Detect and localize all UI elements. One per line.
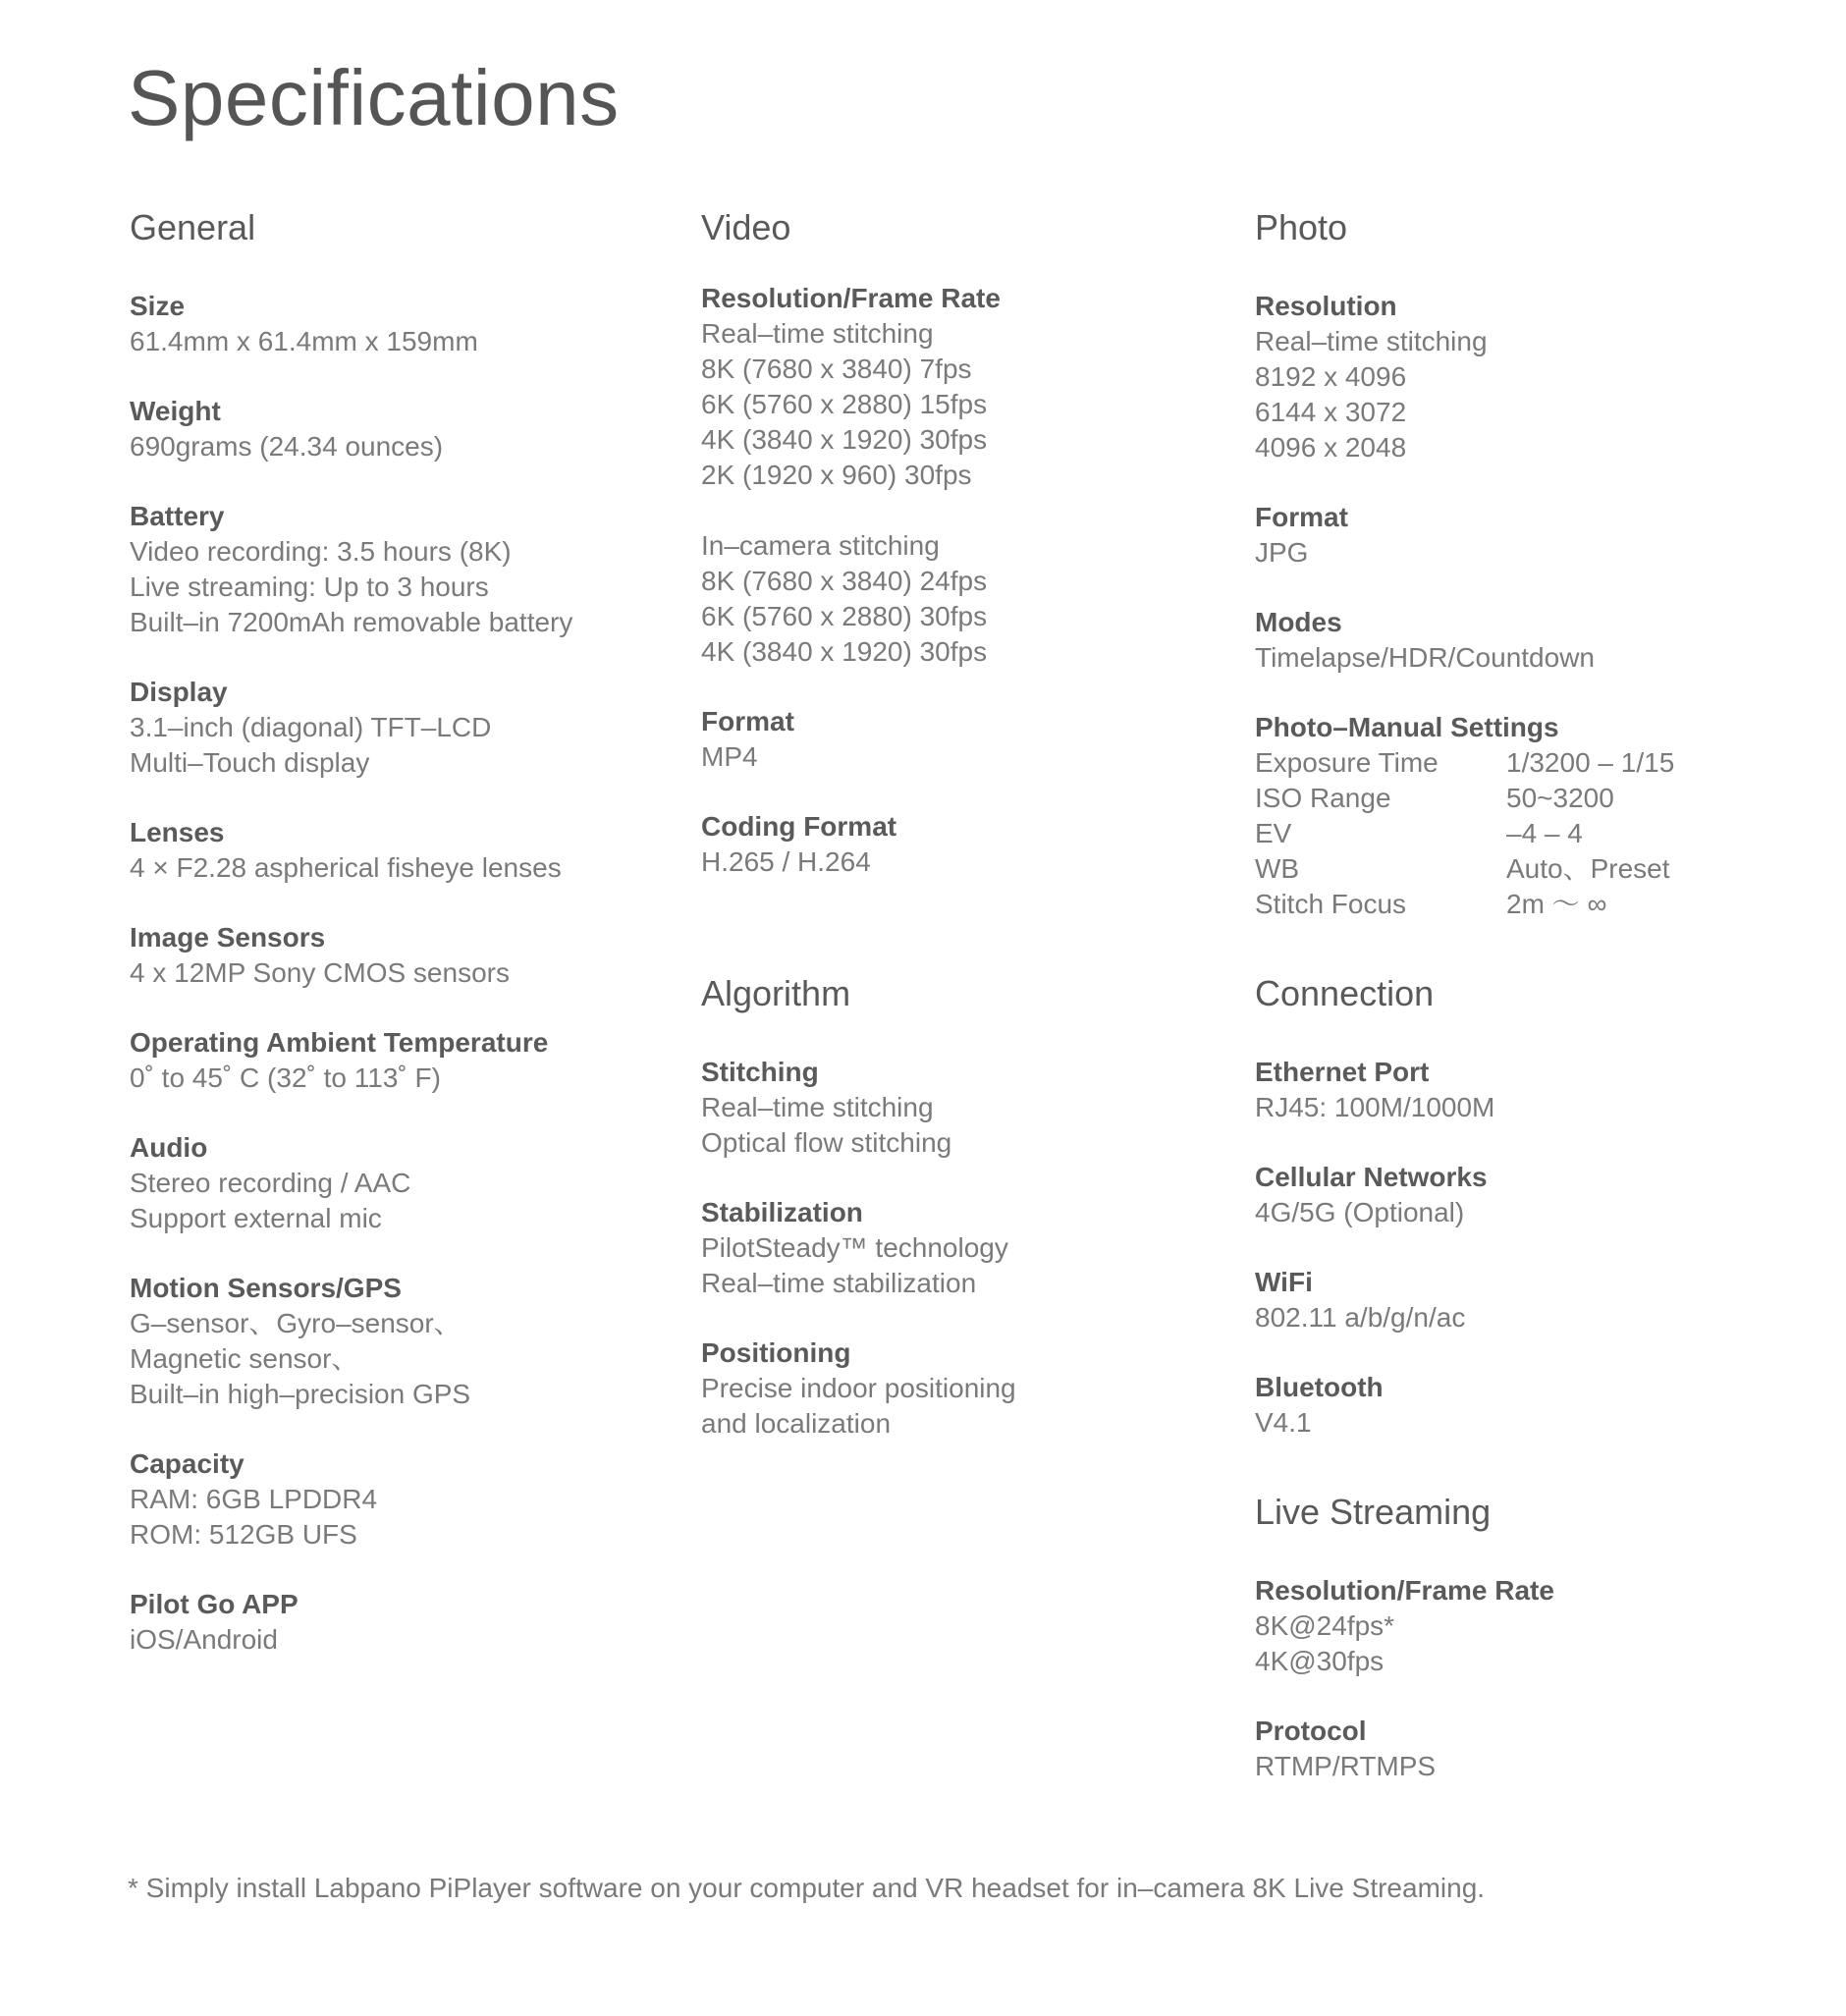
setting-row: [1255, 887, 1674, 922]
spec-item: [1255, 1370, 1494, 1441]
spec-item: [1255, 1265, 1494, 1335]
setting-value: 50~3200: [1506, 783, 1614, 813]
page-title: Specifications: [128, 54, 620, 141]
spec-item: [701, 281, 1001, 670]
spec-label: Lenses: [130, 817, 225, 847]
spec-item: [130, 289, 572, 359]
spec-label: Battery: [130, 501, 225, 531]
spec-item: [1255, 1573, 1554, 1679]
spec-item: [701, 1055, 1016, 1161]
spec-value: RTMP/RTMPS: [1255, 1751, 1437, 1781]
spec-value: 6K (5760 x 2880) 15fps: [701, 389, 988, 419]
spec-label: Stitching: [701, 1057, 819, 1087]
setting-value: 1/3200 – 1/15: [1506, 747, 1675, 778]
setting-key: Stitch Focus: [1255, 889, 1407, 919]
spec-value: Multi–Touch display: [130, 747, 370, 778]
general-section: [130, 206, 572, 1658]
spec-item: [130, 1025, 572, 1096]
spec-label: Format: [1255, 502, 1348, 532]
spec-value: 802.11 a/b/g/n/ac: [1255, 1302, 1466, 1333]
spec-label: Weight: [130, 396, 221, 426]
spec-label: Format: [701, 706, 794, 736]
setting-key: EV: [1255, 818, 1292, 848]
spec-value: PilotSteady™ technology: [701, 1232, 1008, 1263]
setting-row: [1255, 851, 1674, 887]
connection-section: [1255, 972, 1494, 1441]
section-title-general: General: [130, 207, 256, 247]
spec-item: [1255, 1160, 1494, 1230]
live-streaming-item-list: [1255, 1573, 1554, 1784]
section-title-connection: Connection: [1255, 973, 1435, 1013]
section-title-photo: Photo: [1255, 207, 1348, 247]
footnote: * Simply install Labpano PiPlayer software on your computer and VR headset for in–camera 8K Live Streaming.: [128, 1873, 1486, 1903]
spec-value: 3.1–inch (diagonal) TFT–LCD: [130, 712, 492, 742]
spec-value: Real–time stabilization: [701, 1268, 977, 1298]
spec-value: 8K@24fps*: [1255, 1610, 1395, 1641]
spec-item: [130, 1271, 572, 1412]
video-section: [701, 206, 1001, 880]
spec-value: 8192 x 4096: [1255, 361, 1407, 392]
spec-value: 2K (1920 x 960) 30fps: [701, 460, 972, 490]
section-title-algorithm: Algorithm: [701, 973, 851, 1013]
spec-label: Resolution/Frame Rate: [1255, 1575, 1554, 1606]
spec-value: 61.4mm x 61.4mm x 159mm: [130, 326, 478, 356]
photo-section: [1255, 206, 1674, 922]
spec-value: 4K (3840 x 1920) 30fps: [701, 636, 988, 667]
setting-value: 2m ～ ∞: [1506, 889, 1607, 919]
spec-item: [1255, 289, 1674, 465]
spec-item: [130, 499, 572, 640]
spec-item: [130, 815, 572, 886]
setting-key: ISO Range: [1255, 783, 1391, 813]
spec-label: Size: [130, 291, 186, 321]
spec-value: Built–in high–precision GPS: [130, 1379, 471, 1409]
spec-label: Ethernet Port: [1255, 1057, 1430, 1087]
spec-item: [701, 1335, 1016, 1442]
photo-item-list: [1255, 289, 1674, 676]
spec-value: RJ45: 100M/1000M: [1255, 1092, 1495, 1122]
spec-label: Operating Ambient Temperature: [130, 1027, 549, 1058]
spec-label: Motion Sensors/GPS: [130, 1273, 402, 1303]
spec-label: Resolution: [1255, 291, 1397, 321]
spec-value: JPG: [1255, 537, 1309, 568]
spacer: [701, 493, 1001, 528]
spec-value: Support external mic: [130, 1203, 382, 1233]
spec-value: Real–time stitching: [701, 318, 934, 349]
spec-label: Bluetooth: [1255, 1372, 1384, 1402]
spec-item: [701, 1195, 1016, 1301]
setting-key: WB: [1255, 853, 1300, 884]
spec-label: Coding Format: [701, 811, 897, 842]
spec-label: Positioning: [701, 1337, 851, 1368]
setting-value: –4 – 4: [1506, 818, 1583, 848]
spec-item: [130, 675, 572, 781]
spec-label: Stabilization: [701, 1197, 863, 1227]
spec-item: [130, 1130, 572, 1236]
algorithm-section: [701, 972, 1016, 1442]
spec-value: Optical flow stitching: [701, 1127, 952, 1158]
spec-label: Photo–Manual Settings: [1255, 712, 1559, 742]
spec-label: Resolution/Frame Rate: [701, 283, 1001, 313]
spec-item: [1255, 1714, 1554, 1784]
connection-item-list: [1255, 1055, 1494, 1441]
algorithm-item-list: [701, 1055, 1016, 1442]
spec-value: 0˚ to 45˚ C (32˚ to 113˚ F): [130, 1062, 441, 1093]
spec-value: 690grams (24.34 ounces): [130, 431, 444, 462]
spec-value: 6144 x 3072: [1255, 397, 1407, 427]
spec-label: Protocol: [1255, 1716, 1367, 1746]
spec-label: Cellular Networks: [1255, 1162, 1488, 1192]
setting-value: Auto、Preset: [1506, 853, 1670, 884]
spec-item: [701, 704, 1001, 775]
setting-key: Exposure Time: [1255, 747, 1439, 778]
spec-value: Precise indoor positioning: [701, 1373, 1016, 1403]
spec-label: Pilot Go APP: [130, 1589, 299, 1619]
spec-label: Audio: [130, 1132, 208, 1163]
setting-row: [1255, 745, 1674, 781]
spec-value: RAM: 6GB LPDDR4: [130, 1484, 378, 1514]
spec-value: 4K (3840 x 1920) 30fps: [701, 424, 988, 455]
spec-value: 4K@30fps: [1255, 1646, 1384, 1676]
spec-value: Video recording: 3.5 hours (8K): [130, 536, 512, 567]
spec-value: Stereo recording / AAC: [130, 1168, 411, 1198]
spec-label: Modes: [1255, 607, 1342, 637]
spec-value: iOS/Android: [130, 1624, 278, 1655]
setting-row: [1255, 816, 1674, 851]
spec-item: [701, 809, 1001, 880]
spec-label: Capacity: [130, 1448, 244, 1479]
spec-value: Built–in 7200mAh removable battery: [130, 607, 573, 637]
spec-label: Display: [130, 677, 228, 707]
spec-label: Image Sensors: [130, 922, 326, 953]
general-item-list: [130, 289, 572, 1658]
spec-value: 4 × F2.28 aspherical fisheye lenses: [130, 852, 562, 883]
spec-value: V4.1: [1255, 1407, 1312, 1438]
photo-manual-settings: [1255, 710, 1674, 922]
spec-value: 4G/5G (Optional): [1255, 1197, 1465, 1227]
spec-value: H.265 / H.264: [701, 846, 871, 877]
spec-value: G–sensor、Gyro–sensor、: [130, 1308, 462, 1338]
spec-value: Real–time stitching: [1255, 326, 1488, 356]
spec-value: 4 x 12MP Sony CMOS sensors: [130, 957, 510, 988]
spec-item: [1255, 1055, 1494, 1125]
spec-value: and localization: [701, 1408, 892, 1439]
spec-value: Timelapse/HDR/Countdown: [1255, 642, 1595, 673]
spec-item: [130, 920, 572, 991]
spec-item: [130, 394, 572, 464]
spec-value: 8K (7680 x 3840) 24fps: [701, 566, 988, 596]
live-streaming-section: [1255, 1491, 1554, 1784]
setting-row: [1255, 781, 1674, 816]
spec-value: 4096 x 2048: [1255, 432, 1407, 463]
manual-settings-table: [1255, 745, 1674, 922]
spec-value: Magnetic sensor、: [130, 1343, 359, 1374]
spec-label: WiFi: [1255, 1267, 1313, 1297]
spec-value: Real–time stitching: [701, 1092, 934, 1122]
spec-value: MP4: [701, 741, 758, 772]
section-title-video: Video: [701, 207, 791, 247]
spec-value: Live streaming: Up to 3 hours: [130, 572, 489, 602]
video-item-list: [701, 281, 1001, 880]
spec-value: 8K (7680 x 3840) 7fps: [701, 354, 972, 384]
spec-value: In–camera stitching: [701, 530, 940, 561]
section-title-live-streaming: Live Streaming: [1255, 1492, 1492, 1532]
spec-item: [1255, 605, 1674, 676]
spec-item: [130, 1587, 572, 1658]
spec-value: 6K (5760 x 2880) 30fps: [701, 601, 988, 631]
spec-value: ROM: 512GB UFS: [130, 1519, 357, 1550]
spec-item: [130, 1446, 572, 1553]
spec-item: [1255, 500, 1674, 571]
